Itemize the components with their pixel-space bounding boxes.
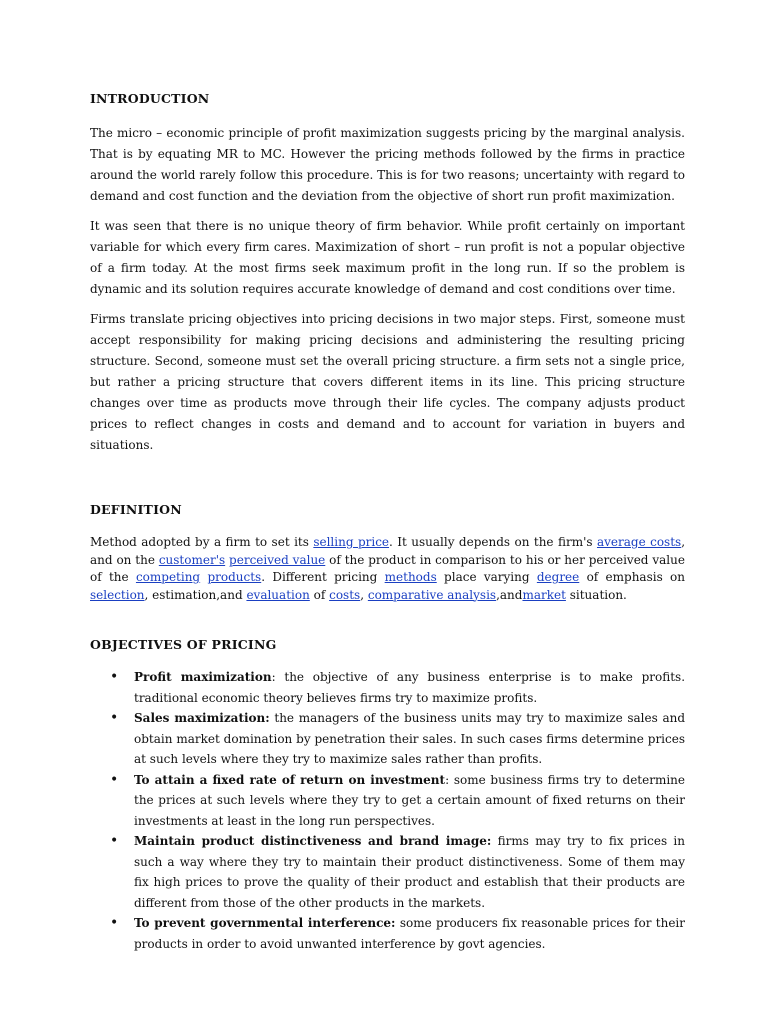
intro-paragraph-1: The micro – economic principle of profit maximization suggests pricing by the marginal analysis. That is by equating MR to MC. However the pricing methods followed by the firms in practice around the world rarely follow this procedure. This is for two reasons; uncertainty with regard to demand and cost function and the deviation from the objective of short run profit maximization. (90, 126, 685, 203)
link-selection[interactable]: selection (90, 587, 145, 602)
def-text: , (360, 587, 368, 602)
def-text: . It usually depends on the firm's (389, 535, 597, 549)
link-comparative-analysis[interactable]: comparative analysis (367, 587, 497, 602)
def-text: , estimation,and (144, 587, 247, 602)
definition-paragraph (90, 534, 685, 604)
def-text: , and on the (90, 535, 686, 567)
objective-title: Maintain product distinctiveness and brand image: (134, 834, 492, 848)
def-text: of emphasis on (579, 570, 685, 584)
list-item (134, 913, 685, 954)
link-market[interactable]: market (522, 587, 566, 602)
link-evaluation[interactable]: evaluation (246, 587, 310, 602)
intro-paragraph-2: It was seen that there is no unique theory of firm behavior. While profit certainly on important variable for which every firm cares. Maximization of short – run profit is not a popular objective of a firm today. At the most firms seek maximum profit in the long run. If so the problem is dynamic and its solution requires accurate knowledge of demand and cost conditions over time. (90, 219, 685, 296)
definition-heading: DEFINITION (90, 502, 182, 517)
intro-paragraph-3: Firms translate pricing objectives into pricing decisions in two major steps. First, someone must accept responsibility for making pricing decisions and administering the resulting pricing structure. Second, someone must set the overall pricing structure. a firm sets not a single price, but rather a pricing structure that covers different items in its line. This pricing structure changes over time as products move through their life cycles. The company adjusts product prices to reflect changes in costs and demand and to account for variation in buyers and situations. (90, 312, 685, 452)
document-body (90, 88, 685, 954)
link-perceived-value[interactable]: perceived value (229, 552, 326, 567)
objective-title: To attain a fixed rate of return on investment (134, 772, 446, 787)
objective-title: Profit maximization (134, 670, 272, 684)
objective-title: To prevent governmental interference: (134, 916, 396, 930)
def-text: . Different pricing (261, 570, 385, 584)
def-text: situation. (565, 587, 627, 602)
link-selling-price[interactable]: selling price (313, 535, 390, 549)
def-text: Method adopted by a firm to set its (90, 535, 314, 549)
link-costs[interactable]: costs (329, 587, 361, 602)
objectives-heading: OBJECTIVES OF PRICING (90, 637, 277, 652)
link-products[interactable]: products (207, 570, 262, 584)
list-item (134, 831, 685, 913)
objective-text: firms may try to fix prices in such a way where they try to maintain their product distinctiveness. Some of them may fix high prices to prove the quality of their product and establish that their products are different from those of the other products in the markets. (134, 834, 685, 910)
link-competing[interactable]: competing (135, 570, 201, 584)
objective-title: Sales maximization: (134, 711, 270, 725)
link-average-costs[interactable]: average costs (596, 535, 682, 549)
list-item (134, 770, 685, 832)
link-customers[interactable]: customer's (158, 552, 226, 567)
objective-text: : the objective of any business enterprise is to make profits. traditional economic theory believes firms try to maximize profits. (134, 670, 686, 705)
objective-text: : some business firms try to determine the prices at such levels where they try to get a certain amount of fixed returns on their investments at least in the long run perspectives. (134, 772, 685, 828)
def-text: of (309, 587, 330, 602)
link-degree[interactable]: degree (536, 570, 580, 584)
def-text: of the product in comparison to his or her perceived value of the (90, 552, 685, 584)
objectives-list (90, 667, 685, 954)
def-text: place varying (436, 570, 537, 584)
link-methods[interactable]: methods (384, 570, 437, 584)
list-item (134, 708, 685, 770)
def-text: ,and (496, 587, 523, 602)
objective-text: some producers fix reasonable prices for their products in order to avoid unwanted interference by govt agencies. (134, 916, 685, 951)
introduction-heading: INTRODUCTION (90, 91, 210, 106)
list-item (134, 667, 685, 708)
objective-text: the managers of the business units may try to maximize sales and obtain market domination by penetration their sales. In such cases firms determine prices at such levels where they try to maximize sales rather than profits. (134, 711, 686, 766)
